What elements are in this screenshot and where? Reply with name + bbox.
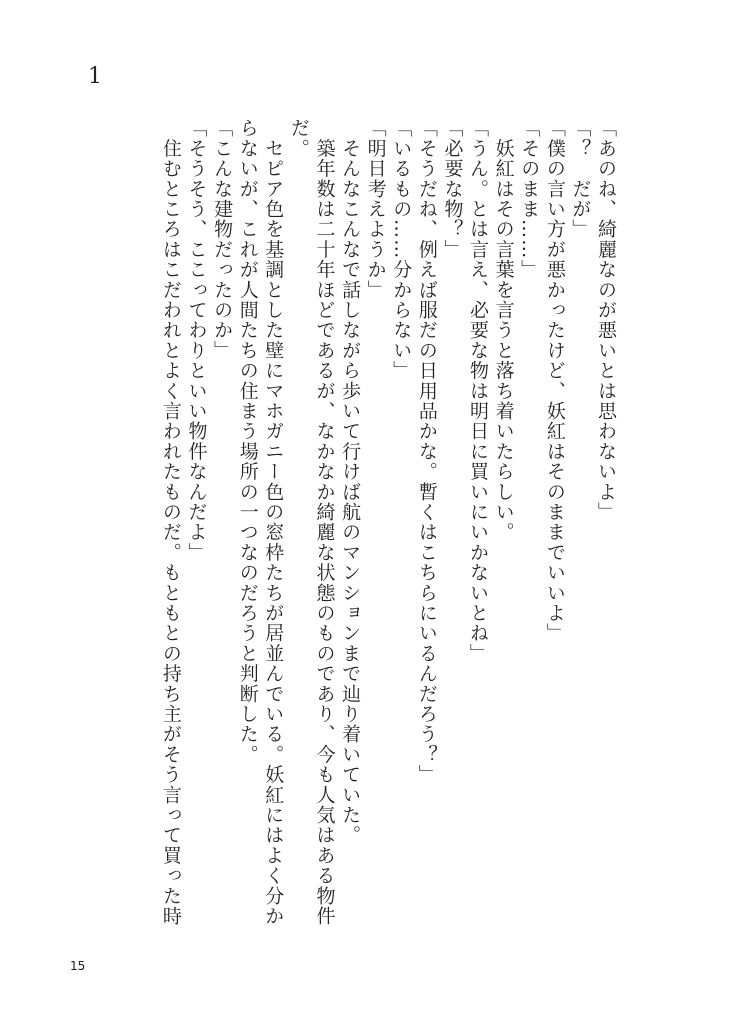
body-text (157, 118, 618, 938)
text-line: 「そうそう、ここってわりといい物件なんだよ」 (185, 118, 208, 563)
text-line: 「明日考えようか」 (364, 118, 387, 300)
text-line: 「こんな建物だったのか」 (211, 118, 234, 361)
text-line: 築年数は二十年ほどであるが、なかなか綺麗な状態のものであり、今も人気はある物件 (313, 118, 336, 926)
text-line: セピア色を基調とした壁にマホガニー色の窓枠たちが居並んでいる。妖紅にはよく分か (262, 118, 285, 926)
text-line: 「そうだね、例えば服だの日用品かな。暫くはこちらにいるんだろう？」 (415, 118, 438, 785)
text-line: だ。 (287, 118, 310, 159)
text-line: 「いるもの……分からない」 (390, 118, 413, 381)
text-line: 「必要な物？」 (441, 118, 464, 260)
chapter-number: 1 (88, 64, 102, 89)
text-line: 「？ だが」 (569, 118, 592, 240)
text-line: 「あのね、綺麗なのが悪いとは思わないよ」 (595, 118, 617, 522)
text-line: 「うん。とは言え、必要な物は明日に買いにいかないとね」 (467, 118, 490, 664)
text-line: 妖紅はその言葉を言うと落ち着いたらしい。 (492, 118, 515, 543)
text-line: 「僕の言い方が悪かったけど、妖紅はそのままでいいよ」 (543, 118, 566, 644)
text-line: 住むところはこだわれとよく言われたものだ。もともとの持ち主がそう言って買った時 (159, 118, 182, 926)
text-line: らないが、これが人間たちの住まう場所の一つなのだろうと判断した。 (236, 118, 259, 765)
page-number: 15 (70, 959, 86, 973)
text-line: 「そのまま……」 (518, 118, 541, 280)
text-line: そんなこんなで話しながら歩いて行けば航のマンションまで辿り着いていた。 (339, 118, 362, 846)
